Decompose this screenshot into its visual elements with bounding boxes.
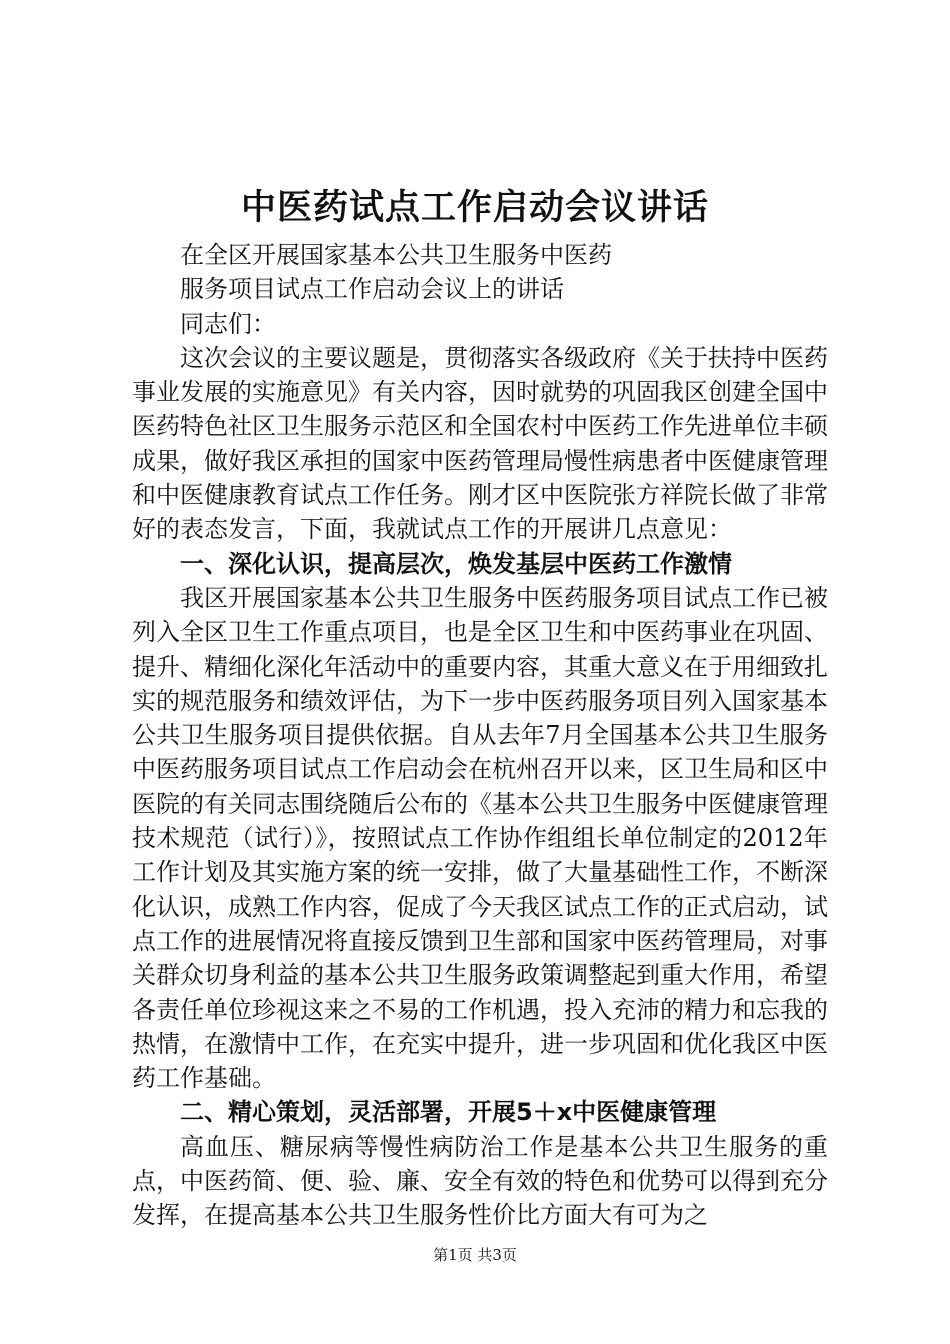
page-footer: 第1页 共3页: [433, 1246, 517, 1264]
section-heading-2: 二、精心策划，灵活部署，开展5＋x中医健康管理: [180, 1098, 717, 1127]
paragraph-section-1: 我区开展国家基本公共卫生服务中医药服务项目试点工作已被列入全区卫生工作重点项目，也是全区卫生和中医药事业在巩固、提升、精细化深化年活动中的重要内容，其重大意义在于用细致扎实的规范服务和绩效评估，为下一步中医药服务项目列入国家基本公共卫生服务项目提供依据。自从去年7月全国基本公共卫生服务中医药服务项目试点工作启动会在杭州召开以来，区卫生局和区中医院的有关同志围绕随后公布的《基本公共卫生服务中医健康管理技术规范（试行）》，按照试点工作协作组组长单位制定的2012年工作计划及其实施方案的统一安排，做了大量基础性工作，不断深化认识，成熟工作内容，促成了今天我区试点工作的正式启动，试点工作的进展情况将直接反馈到卫生部和国家中医药管理局，对事关群众切身利益的基本公共卫生服务政策调整起到重大作用，希望各责任单位珍视这来之不易的工作机遇，投入充沛的精力和忘我的热情，在激情中工作，在充实中提升，进一步巩固和优化我区中医药工作基础。: [132, 583, 828, 1093]
document-body: [132, 238, 828, 1233]
subtitle-line-2: 服务项目试点工作启动会议上的讲话: [180, 275, 564, 304]
section-heading-1: 一、深化认识，提高层次，焕发基层中医药工作激情: [180, 549, 732, 578]
salutation: 同志们：: [180, 309, 276, 338]
paragraph-section-2: 高血压、糖尿病等慢性病防治工作是基本公共卫生服务的重点，中医药简、便、验、廉、安全有效的特色和优势可以得到充分发挥，在提高基本公共卫生服务性价比方面大有可为之: [132, 1132, 828, 1230]
subtitle-line-1: 在全区开展国家基本公共卫生服务中医药: [180, 241, 612, 269]
paragraph-intro: 这次会议的主要议题是，贯彻落实各级政府《关于扶持中医药事业发展的实施意见》有关内容，因时就势的巩固我区创建全国中医药特色社区卫生服务示范区和全国农村中医药工作先进单位丰硕成果，做好我区承担的国家中医药管理局慢性病患者中医健康管理和中医健康教育试点工作任务。刚才区中医院张方祥院长做了非常好的表态发言，下面，我就试点工作的开展讲几点意见：: [132, 343, 828, 544]
document-title: 中医药试点工作启动会议讲话: [240, 188, 709, 228]
